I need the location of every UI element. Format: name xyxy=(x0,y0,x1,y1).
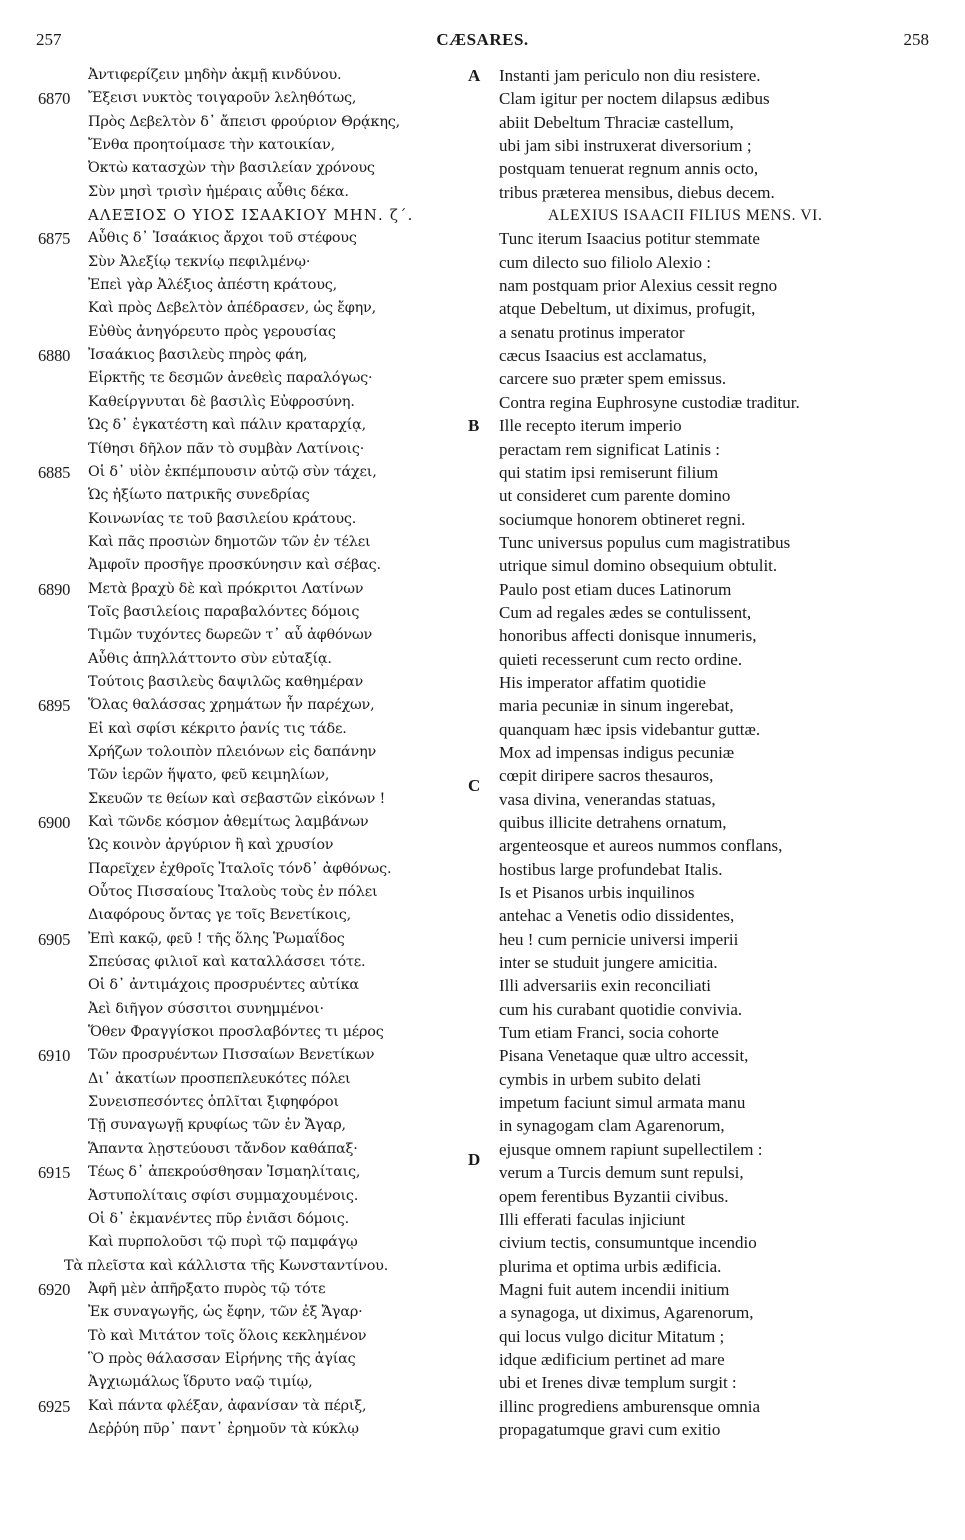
verse-number: 6880 xyxy=(38,346,71,366)
latin-verse-text: Illi adversariis exin reconciliati xyxy=(499,976,711,996)
latin-verse-text: qui locus vulgo dicitur Mitatum ; xyxy=(499,1326,725,1346)
greek-verse-line xyxy=(38,251,458,274)
latin-verse-text: hostibus large profundebat Italis. xyxy=(499,859,723,879)
latin-verse-line xyxy=(468,1138,938,1169)
latin-verse-line xyxy=(468,1325,938,1348)
latin-verse-line xyxy=(468,1161,938,1184)
greek-verse-text: Ὡς κοινὸν ἀργύριον ἢ καὶ χρυσίον xyxy=(88,837,334,854)
greek-verse-line xyxy=(38,1348,458,1371)
latin-verse-line xyxy=(468,951,938,974)
greek-verse-text: Εἱρκτῆς τε δεσμῶν ἀνεθεὶς παραλόγως· xyxy=(88,370,373,387)
greek-verse-text: Τίθησι δῆλον πᾶν τὸ συμβὰν Λατίνοις· xyxy=(88,440,365,457)
greek-verse-text: Ἀεὶ διῆγον σύσσιτοι συνημμένοι· xyxy=(88,1000,324,1017)
greek-verse-text: Τῇ συναγωγῇ κρυφίως τῶν ἐν Ἄγαρ, xyxy=(88,1117,346,1134)
latin-verse-line xyxy=(468,1348,938,1371)
verse-number: 6925 xyxy=(38,1396,71,1416)
greek-verse-line xyxy=(38,858,458,881)
latin-verse-line xyxy=(468,321,938,344)
greek-verse-line xyxy=(38,1395,458,1418)
latin-verse-text: carcere suo præter spem emissus. xyxy=(499,369,727,389)
greek-verse-text: Αὖθις δ᾽ Ἰσαάκιος ἄρχοι τοῦ στέφους xyxy=(88,230,357,247)
latin-verse-text: Tunc universus populus cum magistratibus xyxy=(499,532,791,552)
greek-verse-line xyxy=(38,928,458,951)
verse-number: 6905 xyxy=(38,929,71,949)
verse-number: 6895 xyxy=(38,696,71,716)
latin-verse-text: Is et Pisanos urbis inquilinos xyxy=(499,883,695,903)
latin-verse-text: in synagogam clam Agarenorum, xyxy=(499,1116,725,1136)
latin-verse-text: tribus præterea mensibus, diebus decem. xyxy=(499,182,775,202)
greek-verse-text: Καθείργνυται δὲ βασιλὶς Εὐφροσύνη. xyxy=(88,393,355,410)
latin-verse-line xyxy=(468,601,938,624)
latin-verse-line xyxy=(468,1395,938,1418)
latin-verse-line xyxy=(468,858,938,881)
running-title: CÆSARES. xyxy=(436,30,529,49)
greek-verse-text: Τούτοις βασιλεὺς δαψιλῶς καθημέραν xyxy=(88,673,364,690)
greek-verse-text: Μετὰ βραχὺ δὲ καὶ πρόκριτοι Λατίνων xyxy=(88,580,364,597)
latin-verse-text: Tum etiam Franci, socia cohorte xyxy=(499,1023,719,1043)
greek-verse-text: Τῶν ἱερῶν ἥψατο, φεῦ κειμηλίων, xyxy=(88,767,330,784)
greek-verse-text: Αὖθις ἀπηλλάττοντο σὺν εὐταξίᾳ. xyxy=(88,650,332,667)
latin-verse-line xyxy=(468,1044,938,1067)
latin-verse-line xyxy=(468,111,938,134)
greek-verse-text: Οἱ δ᾽ υἱὸν ἐκπέμπουσιν αὐτῷ σὺν τάχει, xyxy=(88,463,377,480)
greek-verse-text: Εὐθὺς ἀνηγόρευτο πρὸς γερουσίας xyxy=(88,323,336,340)
greek-verse-text: Κοινωνίας τε τοῦ βασιλείου κράτους. xyxy=(88,510,357,527)
greek-verse-line xyxy=(38,764,458,787)
verse-number: 6900 xyxy=(38,813,71,832)
greek-verse-text: Ἐπεὶ γὰρ Ἀλέξιος ἀπέστη κράτους, xyxy=(88,277,337,294)
greek-verse-text: Ὡς δ᾽ ἐγκατέστη καὶ πάλιν κραταρχίᾳ, xyxy=(88,417,366,434)
greek-verse-text: Δεῤῥύη πῦρ᾽ παντ᾽ ἐρημοῦν τὰ κύκλῳ xyxy=(88,1420,359,1437)
latin-verse-line xyxy=(468,1301,938,1324)
greek-verse-text: Σὺν Ἀλεξίῳ τεκνίῳ πεφιλμένῳ· xyxy=(88,253,311,270)
greek-verse-text: Οἱ δ᾽ ἐκμανέντες πῦρ ἐνιᾶσι δόμοις. xyxy=(88,1210,349,1227)
section-marker: D xyxy=(468,1149,481,1169)
latin-section-heading xyxy=(468,204,938,227)
greek-verse-text: Τέως δ᾽ ἀπεκρούσθησαν Ἰσμαηλίταις, xyxy=(88,1164,361,1181)
latin-verse-text: illinc progrediens amburensque omnia xyxy=(499,1396,761,1416)
latin-verse-line xyxy=(468,834,938,857)
greek-verse-text: Τὰ πλεῖστα καὶ κάλλιστα τῆς Κωνσταντίνου. xyxy=(64,1257,389,1274)
greek-verse-line xyxy=(38,788,458,811)
latin-verse-line xyxy=(468,788,938,811)
latin-verse-text: a senatu protinus imperator xyxy=(499,322,685,342)
latin-verse-line xyxy=(468,414,938,437)
greek-verse-line xyxy=(38,414,458,437)
latin-verse-text: verum a Turcis demum sunt repulsi, xyxy=(499,1163,744,1183)
greek-verse-text: Παρεῖχεν ἐχθροῖς Ἰταλοῖς τόνδ᾽ ἀφθόνως. xyxy=(88,860,392,877)
greek-verse-text: Ἔξεισι νυκτὸς τοιγαροῦν λεληθότως, xyxy=(88,90,357,107)
greek-verse-text: Ἔνθα προητοίμασε τὴν κατοικίαν, xyxy=(88,137,335,154)
greek-verse-text: Εἰ καὶ σφίσι κέκριτο ῥανίς τις τάδε. xyxy=(88,720,347,737)
latin-verse-text: Ille recepto iterum imperio xyxy=(499,416,682,436)
greek-verse-text: Ἐπὶ κακῷ, φεῦ ! τῆς ὅλης Ῥωμαΐδος xyxy=(88,930,345,947)
latin-verse-text: His imperator affatim quotidie xyxy=(499,672,706,692)
greek-verse-text: Καὶ πάντα φλέξαν, ἀφανίσαν τὰ πέριξ, xyxy=(88,1397,367,1414)
latin-verse-line xyxy=(468,87,938,110)
latin-verse-text: cœpit diripere sacros thesauros, xyxy=(499,766,714,786)
latin-verse-text: ut consideret cum parente domino xyxy=(499,486,731,506)
greek-verse-line xyxy=(38,274,458,297)
greek-verse-line xyxy=(38,134,458,157)
latin-verse-line xyxy=(468,484,938,507)
greek-verse-text: Διαφόρους ὄντας γε τοῖς Βενετίκοις, xyxy=(88,907,352,924)
greek-verse-line xyxy=(38,461,458,484)
greek-verse-line xyxy=(38,1301,458,1324)
greek-text-column xyxy=(38,64,458,1441)
latin-verse-text: heu ! cum pernicie universi imperii xyxy=(499,929,739,949)
latin-verse-line xyxy=(468,157,938,180)
latin-verse-text: peractam rem significat Latinis : xyxy=(499,439,720,459)
greek-verse-line xyxy=(38,1068,458,1091)
latin-verse-text: atque Debeltum, ut diximus, profugit, xyxy=(499,299,756,319)
greek-verse-line xyxy=(38,1185,458,1208)
greek-verse-line xyxy=(38,554,458,577)
latin-verse-text: impetum faciunt simul armata manu xyxy=(499,1093,746,1113)
latin-verse-text: propagatumque gravi cum exitio xyxy=(499,1419,721,1439)
latin-verse-line xyxy=(468,1418,938,1441)
latin-verse-line xyxy=(468,624,938,647)
latin-verse-line xyxy=(468,1185,938,1208)
latin-verse-line xyxy=(468,671,938,694)
greek-verse-line xyxy=(38,1114,458,1137)
latin-verse-line xyxy=(468,1278,938,1301)
greek-verse-text: Σπεύσας φιλιοῖ καὶ καταλλάσσει τότε. xyxy=(88,954,366,971)
greek-verse-line xyxy=(38,367,458,390)
latin-verse-line xyxy=(468,928,938,951)
latin-verse-text: cum dilecto suo filiolo Alexio : xyxy=(499,252,712,272)
latin-verse-line xyxy=(468,1021,938,1044)
verse-number: 6875 xyxy=(38,229,71,249)
latin-verse-line xyxy=(468,811,938,834)
latin-verse-line xyxy=(468,134,938,157)
greek-verse-line xyxy=(38,181,458,204)
greek-verse-text: Ἰσαάκιος βασιλεὺς πηρὸς φάη, xyxy=(88,347,308,364)
latin-verse-line xyxy=(468,1231,938,1254)
latin-verse-line xyxy=(468,251,938,274)
greek-verse-line xyxy=(38,648,458,671)
latin-verse-text: antehac a Venetis odio dissidentes, xyxy=(499,906,735,926)
greek-verse-line xyxy=(38,484,458,507)
latin-verse-line xyxy=(468,1068,938,1091)
latin-verse-text: vasa divina, venerandas statuas, xyxy=(499,789,716,809)
greek-verse-line xyxy=(38,1371,458,1394)
greek-verse-line xyxy=(38,438,458,461)
latin-verse-line xyxy=(468,648,938,671)
greek-verse-line xyxy=(38,951,458,974)
greek-verse-line xyxy=(38,344,458,367)
section-marker: A xyxy=(468,66,481,85)
greek-verse-line xyxy=(38,1021,458,1044)
greek-verse-line xyxy=(38,741,458,764)
greek-verse-text: Ὃ πρὸς θάλασσαν Εἰρήνης τῆς ἁγίας xyxy=(88,1350,356,1367)
greek-verse-text: Σὺν μησὶ τρισὶν ἡμέραις αὖθις δέκα. xyxy=(88,183,349,200)
section-marker: B xyxy=(468,416,480,436)
latin-verse-line xyxy=(468,344,938,367)
latin-verse-line xyxy=(468,367,938,390)
greek-verse-line xyxy=(38,508,458,531)
greek-verse-text: Ἅπαντα λῃστεύουσι τἄνδον καθάπαξ· xyxy=(88,1140,358,1157)
greek-verse-line xyxy=(38,881,458,904)
latin-verse-line xyxy=(468,1371,938,1394)
verse-number: 6885 xyxy=(38,462,71,482)
greek-verse-line xyxy=(38,1255,458,1278)
latin-verse-line xyxy=(468,718,938,741)
greek-verse-text: Τιμῶν τυχόντες δωρεῶν τ᾽ αὖ ἀφθόνων xyxy=(88,627,373,644)
greek-verse-line xyxy=(38,227,458,250)
latin-verse-line xyxy=(468,974,938,997)
greek-verse-line xyxy=(38,624,458,647)
latin-verse-text: Mox ad impensas indigus pecuniæ xyxy=(499,742,735,762)
latin-verse-line xyxy=(468,508,938,531)
greek-verse-line xyxy=(38,321,458,344)
latin-verse-text: inter se studuit jungere amicitia. xyxy=(499,953,718,973)
greek-verse-text: Ἀντιφερίζειν μηδὴν ἀκμῇ κινδύνου. xyxy=(88,67,342,83)
greek-verse-text: Οἱ δ᾽ ἀντιμάχοις προσρυέντες αὐτίκα xyxy=(88,977,359,994)
greek-verse-text: Ὅλας θαλάσσας χρημάτων ἦν παρέχων, xyxy=(88,697,375,714)
latin-verse-line xyxy=(468,1091,938,1114)
latin-verse-text: Instanti jam periculo non diu resistere. xyxy=(499,66,761,85)
greek-verse-text: Καὶ πυρπολοῦσι τῷ πυρὶ τῷ παμφάγῳ xyxy=(88,1234,358,1251)
latin-verse-text: utrique simul domino obsequium obtulit. xyxy=(499,556,778,576)
greek-verse-text: Σκευῶν τε θείων καὶ σεβαστῶν εἰκόνων ! xyxy=(88,790,386,807)
latin-verse-line xyxy=(468,438,938,461)
latin-verse-text: Pisana Venetaque quæ ultro accessit, xyxy=(499,1046,749,1066)
latin-verse-line xyxy=(468,531,938,554)
latin-verse-text: maria pecuniæ in sinum ingerebat, xyxy=(499,696,734,716)
latin-verse-text: a synagoga, ut diximus, Agarenorum, xyxy=(499,1303,754,1323)
latin-verse-line xyxy=(468,1208,938,1231)
greek-verse-line xyxy=(38,1044,458,1067)
greek-verse-text: ΑΛΕΞΙΟΣ Ο ΥΙΟΣ ΙΣΑΑΚΙΟΥ ΜΗΝ. ζ΄. xyxy=(88,207,414,225)
latin-verse-line xyxy=(468,904,938,927)
greek-verse-text: Τοῖς βασιλείοις παραβαλόντες δόμοις xyxy=(88,603,360,620)
verse-number: 6890 xyxy=(38,579,71,599)
latin-verse-text: cum his curabant quotidie convivia. xyxy=(499,999,743,1019)
page-number-right: 258 xyxy=(903,30,929,49)
greek-section-heading xyxy=(38,204,458,227)
latin-verse-text: postquam tenuerat regnum annis octo, xyxy=(499,159,759,179)
latin-verse-text: opem ferentibus Byzantii civibus. xyxy=(499,1186,729,1206)
latin-verse-line xyxy=(468,181,938,204)
greek-verse-line xyxy=(38,391,458,414)
latin-verse-line xyxy=(468,998,938,1021)
greek-verse-line xyxy=(38,64,458,87)
latin-verse-line xyxy=(468,1255,938,1278)
greek-verse-line xyxy=(38,1208,458,1231)
verse-number: 6915 xyxy=(38,1163,71,1183)
greek-verse-text: Τῶν προσρυέντων Πισσαίων Βενετίκων xyxy=(88,1047,375,1064)
latin-verse-text: cymbis in urbem subito delati xyxy=(499,1069,702,1089)
greek-verse-line xyxy=(38,718,458,741)
latin-verse-text: plurima et optima urbis ædificia. xyxy=(499,1256,722,1276)
greek-verse-text: Ὡς ἠξίωτο πατρικῆς συνεδρίας xyxy=(88,487,310,504)
latin-verse-text: Cum ad regales ædes se contulissent, xyxy=(499,602,752,622)
greek-verse-line xyxy=(38,297,458,320)
latin-verse-text: cæcus Isaacius est acclamatus, xyxy=(499,346,707,366)
latin-verse-line xyxy=(468,578,938,601)
latin-verse-line xyxy=(468,764,938,796)
greek-verse-text: Χρήζων τολοιπὸν πλειόνων εἰς δαπάνην xyxy=(88,743,377,760)
greek-verse-line xyxy=(38,531,458,554)
greek-verse-text: Ἐκ συναγωγῆς, ὡς ἔφην, τῶν ἐξ Ἄγαρ· xyxy=(88,1304,363,1321)
latin-verse-text: argenteosque et aureos nummos conflans, xyxy=(499,836,783,856)
greek-verse-line xyxy=(38,904,458,927)
latin-verse-text: Contra regina Euphrosyne custodiæ traditur. xyxy=(499,392,800,412)
greek-verse-text: Τὸ καὶ Μιτάτον τοῖς ὅλοις κεκλημένον xyxy=(88,1327,367,1344)
latin-verse-text: ubi jam sibi instruxerat diversorium ; xyxy=(499,136,752,156)
verse-number: 6910 xyxy=(38,1046,71,1066)
greek-verse-text: Πρὸς Δεβελτὸν δ᾽ ἄπεισι φρούριον Θρᾴκης, xyxy=(88,113,401,130)
latin-verse-text: Magni fuit autem incendii initium xyxy=(499,1279,730,1299)
greek-verse-line xyxy=(38,87,458,110)
latin-verse-text: ubi et Irenes divæ templum surgit : xyxy=(499,1373,737,1393)
latin-verse-text: Paulo post etiam duces Latinorum xyxy=(499,579,732,599)
latin-verse-text: honoribus affecti donisque innumeris, xyxy=(499,626,757,646)
page-number-left: 257 xyxy=(36,30,62,49)
latin-text-column xyxy=(468,64,938,1441)
greek-verse-text: Συνεισπεσόντες ὁπλῖται ξιφηφόροι xyxy=(88,1094,339,1111)
greek-verse-line xyxy=(38,1091,458,1114)
latin-verse-text: Tunc iterum Isaacius potitur stemmate xyxy=(499,229,760,249)
latin-verse-text: quanquam hæc ipsis videbantur guttæ. xyxy=(499,719,761,739)
greek-verse-line xyxy=(38,1231,458,1254)
greek-verse-line xyxy=(38,1418,458,1441)
greek-verse-line xyxy=(38,694,458,717)
greek-verse-line xyxy=(38,111,458,134)
greek-verse-line xyxy=(38,834,458,857)
latin-verse-text: ALEXIUS ISAACII FILIUS MENS. VI. xyxy=(548,207,823,225)
greek-verse-line xyxy=(38,998,458,1021)
greek-verse-line xyxy=(38,811,458,834)
latin-verse-text: Clam igitur per noctem dilapsus ædibus xyxy=(499,89,770,109)
latin-verse-text: nam postquam prior Alexius cessit regno xyxy=(499,276,778,296)
latin-verse-line xyxy=(468,461,938,484)
latin-verse-text: sociumque honorem obtineret regni. xyxy=(499,509,746,529)
greek-verse-text: Καὶ πᾶς προσιὼν δημοτῶν τῶν ἐν τέλει xyxy=(88,533,371,550)
latin-verse-line xyxy=(468,554,938,577)
greek-verse-line xyxy=(38,1138,458,1161)
latin-verse-text: qui statim ipsi remiserunt filium xyxy=(499,462,719,482)
greek-verse-text: Καὶ τῶνδε κόσμον ἀθεμίτως λαμβάνων xyxy=(88,814,369,830)
greek-verse-text: Ὀκτὼ κατασχὼν τὴν βασιλείαν χρόνους xyxy=(88,160,375,177)
greek-verse-text: Οὗτος Πισσαίους Ἰταλοὺς τοὺς ἐν πόλει xyxy=(88,884,378,901)
latin-verse-line xyxy=(468,1114,938,1137)
latin-verse-text: abiit Debeltum Thraciæ castellum, xyxy=(499,112,734,132)
latin-verse-text: quieti recesserunt cum recto ordine. xyxy=(499,649,743,669)
greek-verse-line xyxy=(38,157,458,180)
greek-verse-text: Ἀστυπολίταις σφίσι συμμαχουμένοις. xyxy=(88,1187,359,1204)
latin-verse-text: ejusque omnem rapiunt supellectilem : xyxy=(499,1139,763,1159)
section-marker: C xyxy=(468,776,481,796)
latin-verse-text: idque ædificium pertinet ad mare xyxy=(499,1349,725,1369)
latin-verse-line xyxy=(468,881,938,904)
latin-verse-text: quibus illicite detrahens ornatum, xyxy=(499,813,727,832)
latin-verse-line xyxy=(468,64,938,87)
latin-verse-text: civium tectis, consumuntque incendio xyxy=(499,1233,757,1253)
greek-verse-text: Ἀφῆ μὲν ἀπῆρξατο πυρὸς τῷ τότε xyxy=(88,1280,326,1297)
greek-verse-text: Ἀμφοῖν προσῆγε προσκύνησιν καὶ σέβας. xyxy=(88,557,381,574)
latin-verse-line xyxy=(468,297,938,320)
latin-verse-line xyxy=(468,741,938,764)
greek-verse-text: Ὅθεν Φραγγίσκοι προσλαβόντες τι μέρος xyxy=(88,1024,384,1041)
greek-verse-text: Δι᾽ ἀκατίων προσπεπλευκότες πόλει xyxy=(88,1070,351,1087)
verse-number: 6870 xyxy=(38,89,71,109)
greek-verse-line xyxy=(38,671,458,694)
latin-verse-line xyxy=(468,227,938,250)
greek-verse-line xyxy=(38,1325,458,1348)
greek-verse-line xyxy=(38,1278,458,1301)
greek-verse-line xyxy=(38,601,458,624)
greek-verse-text: Καὶ πρὸς Δεβελτὸν ἀπέδρασεν, ὡς ἔφην, xyxy=(88,300,376,317)
greek-verse-line xyxy=(38,1161,458,1184)
greek-verse-text: Ἀγχιωμάλως ἵδρυτο ναῷ τιμίῳ, xyxy=(88,1374,313,1391)
latin-verse-line xyxy=(468,694,938,717)
greek-verse-line xyxy=(38,974,458,997)
greek-verse-line xyxy=(38,578,458,601)
latin-verse-text: Illi efferati faculas injiciunt xyxy=(499,1209,686,1229)
latin-verse-line xyxy=(468,274,938,297)
latin-verse-line xyxy=(468,391,938,414)
verse-number: 6920 xyxy=(38,1279,71,1299)
